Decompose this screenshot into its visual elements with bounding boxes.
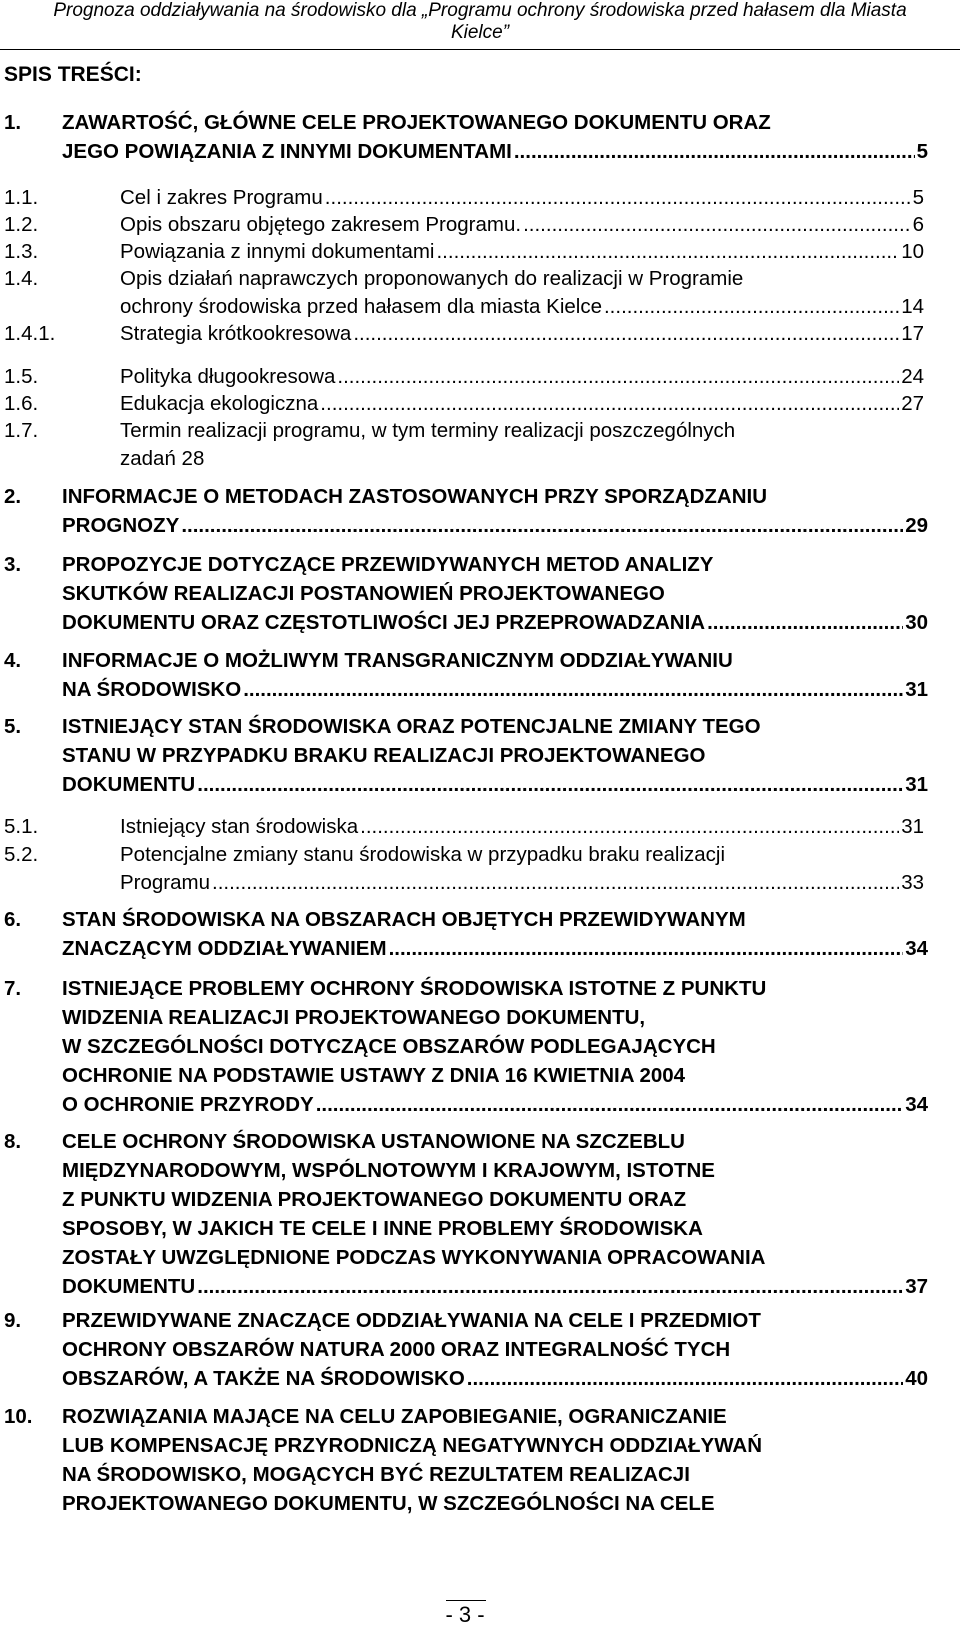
toc-entry-text: Powiązania z innymi dokumentami bbox=[120, 240, 435, 263]
toc-entry-text: Z PUNKTU WIDZENIA PROJEKTOWANEGO DOKUMENTU ORAZ bbox=[62, 1188, 687, 1211]
toc-entry-text: Cel i zakres Programu bbox=[120, 186, 323, 209]
toc-page-number: 6 bbox=[912, 213, 924, 236]
toc-entry-text: ochrony środowiska przed hałasem dla miasta Kielce bbox=[120, 295, 602, 318]
dot-leader bbox=[389, 934, 904, 963]
dot-leader bbox=[360, 813, 899, 841]
dot-leader bbox=[181, 511, 903, 540]
toc-entry-text: Opis obszaru objętego zakresem Programu. bbox=[120, 213, 522, 236]
toc-entry-text: PRZEWIDYWANE ZNACZĄCE ODDZIAŁYWANIA NA CELE I PRZEDMIOT bbox=[62, 1309, 761, 1332]
toc-entry-number: 3. bbox=[4, 553, 22, 576]
toc-entry-number: 4. bbox=[4, 649, 22, 672]
toc-page-number: 30 bbox=[905, 611, 928, 634]
toc-entry-text: STANU W PRZYPADKU BRAKU REALIZACJI PROJEKTOWANEGO bbox=[62, 744, 706, 767]
toc-entry-text: INFORMACJE O MOŻLIWYM TRANSGRANICZNYM ODDZIAŁYWANIU bbox=[62, 649, 733, 672]
toc-entry-number: 8. bbox=[4, 1130, 22, 1153]
toc-entry-text: INFORMACJE O METODACH ZASTOSOWANYCH PRZY SPORZĄDZANIU bbox=[62, 485, 768, 508]
page-number: - 3 - bbox=[445, 1602, 485, 1627]
dot-leader bbox=[337, 363, 899, 391]
toc-entry-text: zadań 28 bbox=[120, 447, 205, 470]
header-line-2: Kielce” bbox=[450, 22, 510, 43]
toc-entry-text: O OCHRONIE PRZYRODY bbox=[62, 1093, 314, 1116]
toc-entry-text: SKUTKÓW REALIZACJI POSTANOWIEŃ PROJEKTOWANEGO bbox=[62, 582, 665, 605]
toc-entry-text: PROPOZYCJE DOTYCZĄCE PRZEWIDYWANYCH METOD ANALIZY bbox=[62, 553, 714, 576]
dot-leader bbox=[197, 770, 903, 799]
toc-entry-number: 1.3. bbox=[4, 240, 39, 263]
toc-entry-text: MIĘDZYNARODOWYM, WSPÓLNOTOWYM I KRAJOWYM, ISTOTNE bbox=[62, 1159, 715, 1182]
toc-entry-text: JEGO POWIĄZANIA Z INNYMI DOKUMENTAMI bbox=[62, 140, 512, 163]
toc-page-number: 34 bbox=[905, 937, 928, 960]
toc-entry-text: Polityka długookresowa bbox=[120, 365, 336, 388]
toc-entry-text: PROGNOZY bbox=[62, 514, 180, 537]
toc-entry-text: LUB KOMPENSACJĘ PRZYRODNICZĄ NEGATYWNYCH ODDZIAŁYWAŃ bbox=[62, 1434, 763, 1457]
toc-entry-text: DOKUMENTU ORAZ CZĘSTOTLIWOŚCI JEJ PRZEPROWADZANIA bbox=[62, 611, 706, 634]
toc-entry-text: ISTNIEJĄCY STAN ŚRODOWISKA ORAZ POTENCJALNE ZMIANY TEGO bbox=[62, 715, 761, 738]
dot-leader bbox=[243, 675, 903, 704]
toc-entry-text: DOKUMENTU bbox=[62, 1275, 196, 1298]
toc-page-number: 10 bbox=[901, 240, 924, 263]
header-divider bbox=[0, 49, 960, 50]
dot-leader bbox=[514, 137, 915, 166]
toc-page-number: 31 bbox=[901, 815, 924, 838]
toc-page-number: 37 bbox=[905, 1275, 928, 1298]
toc-entry-number: 5.1. bbox=[4, 815, 39, 838]
toc-entry-text: NA ŚRODOWISKO bbox=[62, 678, 242, 701]
dot-leader bbox=[212, 869, 899, 897]
toc-entry-text: Istniejący stan środowiska bbox=[120, 815, 359, 838]
toc-entry-text: OCHRONIE NA PODSTAWIE USTAWY Z DNIA 16 KWIETNIA 2004 bbox=[62, 1064, 686, 1087]
dot-leader bbox=[707, 608, 903, 637]
toc-entry-text: Potencjalne zmiany stanu środowiska w przypadku braku realizacji bbox=[120, 843, 726, 866]
toc-entry-number: 1.6. bbox=[4, 392, 39, 415]
toc-entry-number: 5.2. bbox=[4, 843, 39, 866]
dot-leader bbox=[353, 320, 899, 348]
toc-page-number: 31 bbox=[905, 773, 928, 796]
toc-entry-text: STAN ŚRODOWISKA NA OBSZARACH OBJĘTYCH PRZEWIDYWANYM bbox=[62, 908, 746, 931]
toc-page-number: 33 bbox=[901, 871, 924, 894]
toc-entry-number: 10. bbox=[4, 1405, 33, 1428]
toc-page-number: 24 bbox=[901, 365, 924, 388]
toc-entry-text: NA ŚRODOWISKO, MOGĄCYCH BYĆ REZULTATEM REALIZACJI bbox=[62, 1463, 690, 1486]
header-line-1: Prognoza oddziaływania na środowisko dla „Programu ochrony środowiska przed hałasem dla Miasta bbox=[53, 0, 907, 21]
toc-entry-text: Programu bbox=[120, 871, 211, 894]
toc-entry-number: 1.4. bbox=[4, 267, 39, 290]
dot-leader bbox=[320, 390, 899, 418]
toc-entry-number: 7. bbox=[4, 977, 22, 1000]
toc-entry-text: ISTNIEJĄCE PROBLEMY OCHRONY ŚRODOWISKA ISTOTNE Z PUNKTU bbox=[62, 977, 767, 1000]
toc-page-number: 29 bbox=[905, 514, 928, 537]
toc-entry-text: ROZWIĄZANIA MAJĄCE NA CELU ZAPOBIEGANIE, OGRANICZANIE bbox=[62, 1405, 727, 1428]
toc-entry-text: CELE OCHRONY ŚRODOWISKA USTANOWIONE NA SZCZEBLU bbox=[62, 1130, 685, 1153]
toc-entry-text: PROJEKTOWANEGO DOKUMENTU, W SZCZEGÓLNOŚCI NA CELE bbox=[62, 1492, 715, 1515]
toc-page-number: 14 bbox=[901, 295, 924, 318]
toc-entry-number: 9. bbox=[4, 1309, 22, 1332]
toc-entry-number: 1. bbox=[4, 111, 22, 134]
toc-entry-text: Strategia krótkookresowa bbox=[120, 322, 352, 345]
toc-entry-text: WIDZENIA REALIZACJI PROJEKTOWANEGO DOKUMENTU, bbox=[62, 1006, 646, 1029]
toc-entry-number: 5. bbox=[4, 715, 22, 738]
dot-leader bbox=[523, 211, 911, 239]
toc-entry-number: 1.7. bbox=[4, 419, 39, 442]
toc-entry-number: 1.1. bbox=[4, 186, 39, 209]
dot-leader bbox=[604, 293, 899, 321]
toc-page-number: 5 bbox=[912, 186, 924, 209]
toc-page-number: 31 bbox=[905, 678, 928, 701]
dot-leader bbox=[467, 1364, 903, 1393]
dot-leader bbox=[436, 238, 899, 266]
toc-entry-text: ZNACZĄCYM ODDZIAŁYWANIEM bbox=[62, 937, 387, 960]
toc-entry-number: 6. bbox=[4, 908, 22, 931]
dot-leader bbox=[197, 1272, 903, 1301]
toc-entry-text: Termin realizacji programu, w tym terminy realizacji poszczególnych bbox=[120, 419, 736, 442]
toc-title: SPIS TREŚCI: bbox=[4, 63, 142, 86]
toc-entry-text: OBSZARÓW, A TAKŻE NA ŚRODOWISKO bbox=[62, 1367, 465, 1390]
page-header bbox=[0, 0, 960, 44]
toc-entry-text: SPOSOBY, W JAKICH TE CELE I INNE PROBLEMY ŚRODOWISKA bbox=[62, 1217, 703, 1240]
dot-leader bbox=[325, 184, 911, 212]
toc-entry-text: ZAWARTOŚĆ, GŁÓWNE CELE PROJEKTOWANEGO DOKUMENTU ORAZ bbox=[62, 111, 771, 134]
toc-page-number: 17 bbox=[901, 322, 924, 345]
footer-divider bbox=[446, 1600, 486, 1601]
toc-entry-number: 1.2. bbox=[4, 213, 39, 236]
toc-entry-text: DOKUMENTU bbox=[62, 773, 196, 796]
toc-page-number: 34 bbox=[905, 1093, 928, 1116]
dot-leader bbox=[316, 1090, 903, 1119]
toc-page-number: 40 bbox=[905, 1367, 928, 1390]
toc-page-number: 5 bbox=[916, 140, 928, 163]
toc-entry-number: 1.4.1. bbox=[4, 322, 56, 345]
toc-entry-text: Edukacja ekologiczna bbox=[120, 392, 319, 415]
toc-page-number: 27 bbox=[901, 392, 924, 415]
toc-entry-text: ZOSTAŁY UWZGLĘDNIONE PODCZAS WYKONYWANIA OPRACOWANIA bbox=[62, 1246, 766, 1269]
toc-entry-number: 2. bbox=[4, 485, 22, 508]
toc-entry-number: 1.5. bbox=[4, 365, 39, 388]
toc-entry-text: OCHRONY OBSZARÓW NATURA 2000 ORAZ INTEGRALNOŚĆ TYCH bbox=[62, 1338, 731, 1361]
toc-entry-text: Opis działań naprawczych proponowanych do realizacji w Programie bbox=[120, 267, 744, 290]
toc-entry-text: W SZCZEGÓLNOŚCI DOTYCZĄCE OBSZARÓW PODLEGAJĄCYCH bbox=[62, 1035, 716, 1058]
